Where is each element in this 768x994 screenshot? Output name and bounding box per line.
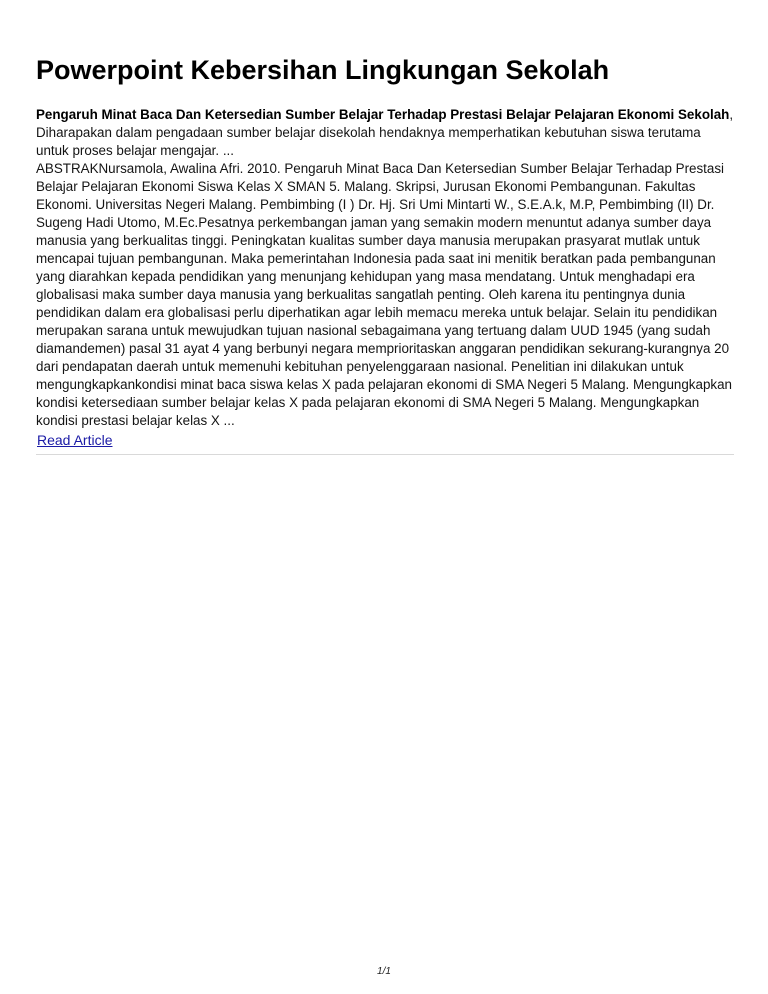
document-page — [36, 0, 734, 455]
read-article-link[interactable]: Read Article — [37, 432, 113, 448]
article-lead — [36, 106, 734, 160]
page-title: Powerpoint Kebersihan Lingkungan Sekolah — [36, 55, 610, 85]
page-number: 1/1 — [377, 966, 391, 977]
article-lead-text: , Diharapakan dalam pengadaan sumber belajar disekolah hendaknya memperhatikan kebutuhan siswa terutama untuk proses belajar mengajar. ... — [36, 107, 734, 158]
article-entry — [36, 106, 734, 450]
article-title: Pengaruh Minat Baca Dan Ketersedian Sumber Belajar Terhadap Prestasi Belajar Pelajaran Ekonomi Sekolah — [36, 107, 730, 122]
article-divider — [36, 454, 734, 455]
article-body: ABSTRAKNursamola, Awalina Afri. 2010. Pengaruh Minat Baca Dan Ketersedian Sumber Belajar Terhadap Prestasi Belajar Pelajaran Ekonomi Siswa Kelas X SMAN 5. Malang. Skripsi, Jurusan Ekonomi Pembangunan. Fakultas Ekonomi. Universitas Negeri Malang. Pembimbing (I ) Dr. Hj. Sri Umi Mintarti W., S.E.A.k, M.P, Pembimbing (II) Dr. Sugeng Hadi Utomo, M.Ec.Pesatnya perkembangan jaman yang semakin modern menuntut adanya sumber daya manusia yang berkualitas tinggi. Peningkatan kualitas sumber daya manusia merupakan prasyarat mutlak untuk mencapai tujuan pembangunan. Maka pemerintahan Indonesia pada saat ini menitik beratkan pada pembangunan yang diarahkan kepada pendidikan yang menunjang kehidupan yang masa mendatang. Untuk menghadapi era globalisasi maka sumber daya manusia yang berkualitas sangatlah penting. Oleh karena itu pentingnya dunia pendidikan dalam era globalisasi perlu diperhatikan agar lebih memacu mereka untuk belajar. Selain itu pendidikan merupakan sarana untuk mewujudkan tujuan nasional sebagaimana yang tertuang dalam UUD 1945 (yang sudah diamandemen) pasal 31 ayat 4 yang berbunyi negara memprioritaskan anggaran pendidikan sekurang-kurangnya 20 dari pendapatan daerah untuk memenuhi kebituhan penyelenggaraan nasional. Penelitian ini dilakukan untuk mengungkapkankondisi minat baca siswa kelas X pada pelajaran ekonomi di SMA Negeri 5 Malang. Mengungkapkan kondisi ketersediaan sumber belajar kelas X pada pelajaran ekonomi di SMA Negeri 5 Malang. Mengungkapkan kondisi prestasi belajar kelas X ... — [36, 161, 732, 428]
